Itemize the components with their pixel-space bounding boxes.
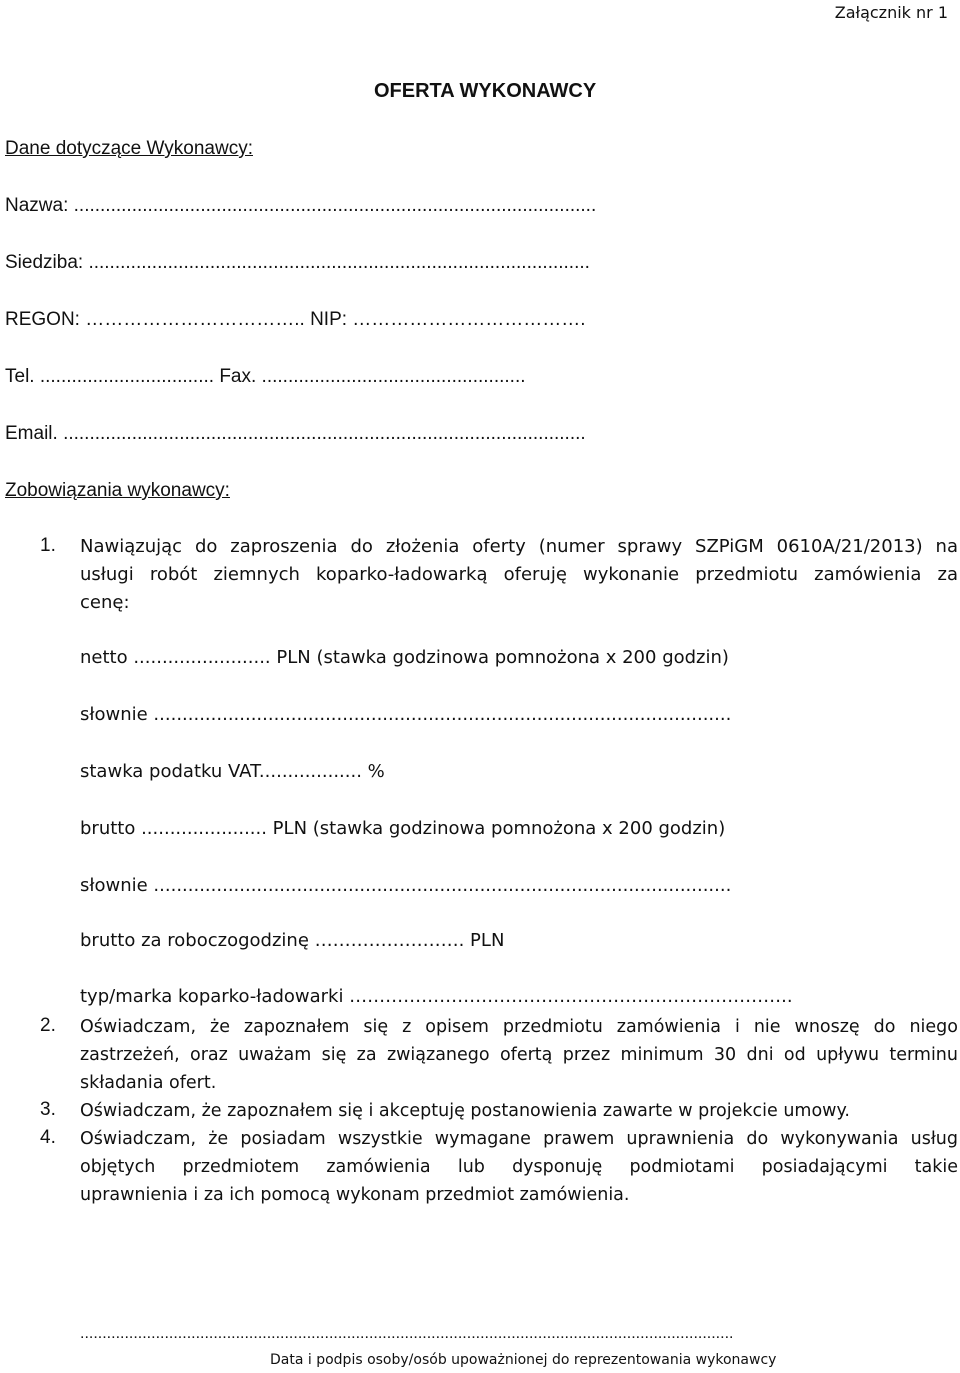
item-4-text <box>80 1125 958 1209</box>
item-1-line-3: cenę: <box>80 592 130 613</box>
item-3-text <box>80 1097 958 1125</box>
item-1-text <box>80 533 958 617</box>
item-2-line-2: zastrzeżeń, oraz uważam się za związanego ofertą przez minimum 30 dni od upływu terminu <box>80 1045 958 1065</box>
regon-nip-field[interactable]: REGON: …………………………….. NIP: ………………………………. <box>5 309 586 330</box>
item-number-3: 3. <box>40 1099 56 1120</box>
item-4-line-3: uprawnienia i za ich pomocą wykonam przedmiot zamówienia. <box>80 1185 630 1205</box>
netto-words-field[interactable]: słownie ..................................................................................................... <box>80 704 732 725</box>
contractor-heading: Dane dotyczące Wykonawcy: <box>5 138 253 159</box>
item-number-2: 2. <box>40 1015 56 1036</box>
item-4-line-1: Oświadczam, że posiadam wszystkie wymagane prawem uprawnienia do wykonywania usług <box>80 1129 958 1149</box>
item-1-line-1: Nawiązując do zaproszenia do złożenia oferty (numer sprawy SZPiGM 0610A/21/2013) na <box>80 536 958 557</box>
brutto-words-field[interactable]: słownie ..................................................................................................... <box>80 875 732 896</box>
vat-rate-field[interactable]: stawka podatku VAT.................. % <box>80 761 385 782</box>
item-4-line-2: objętych przedmiotem zamówienia lub dysponuję podmiotami posiadającymi takie <box>80 1157 958 1177</box>
model-field[interactable]: typ/marka koparko-ładowarki ……………………………………………………………….. <box>80 986 793 1007</box>
item-number-4: 4. <box>40 1127 56 1148</box>
annex-label: Załącznik nr 1 <box>834 3 948 22</box>
brutto-field[interactable]: brutto ...................... PLN (stawka godzinowa pomnożona x 200 godzin) <box>80 818 726 839</box>
page-title: OFERTA WYKONAWCY <box>374 80 597 102</box>
email-field[interactable]: Email. ................................................................................................... <box>5 423 586 444</box>
item-2-text <box>80 1013 958 1097</box>
item-number-1: 1. <box>40 535 56 556</box>
item-1-line-2: usługi robót ziemnych koparko-ładowarką oferuję wykonanie przedmiotu zamówienia za <box>80 564 958 585</box>
obligations-heading: Zobowiązania wykonawcy: <box>5 480 230 501</box>
brutto-hour-field[interactable]: brutto za roboczogodzinę ……………………. PLN <box>80 930 505 951</box>
signature-line[interactable]: ................................................................................................................................................... <box>80 1325 734 1342</box>
item-3-line-1: Oświadczam, że zapoznałem się i akceptuję postanowienia zawarte w projekcie umowy. <box>80 1101 850 1121</box>
tel-fax-field[interactable]: Tel. ................................. Fax. .................................................. <box>5 366 526 387</box>
netto-field[interactable]: netto ........................ PLN (stawka godzinowa pomnożona x 200 godzin) <box>80 647 729 668</box>
item-2-line-1: Oświadczam, że zapoznałem się z opisem przedmiotu zamówienia i nie wnoszę do niego <box>80 1017 958 1037</box>
siedziba-field[interactable]: Siedziba: ............................................................................................... <box>5 252 590 273</box>
nazwa-field[interactable]: Nazwa: ................................................................................................... <box>5 195 597 216</box>
signature-caption: Data i podpis osoby/osób upoważnionej do reprezentowania wykonawcy <box>270 1352 777 1368</box>
item-2-line-3: składania ofert. <box>80 1073 217 1093</box>
